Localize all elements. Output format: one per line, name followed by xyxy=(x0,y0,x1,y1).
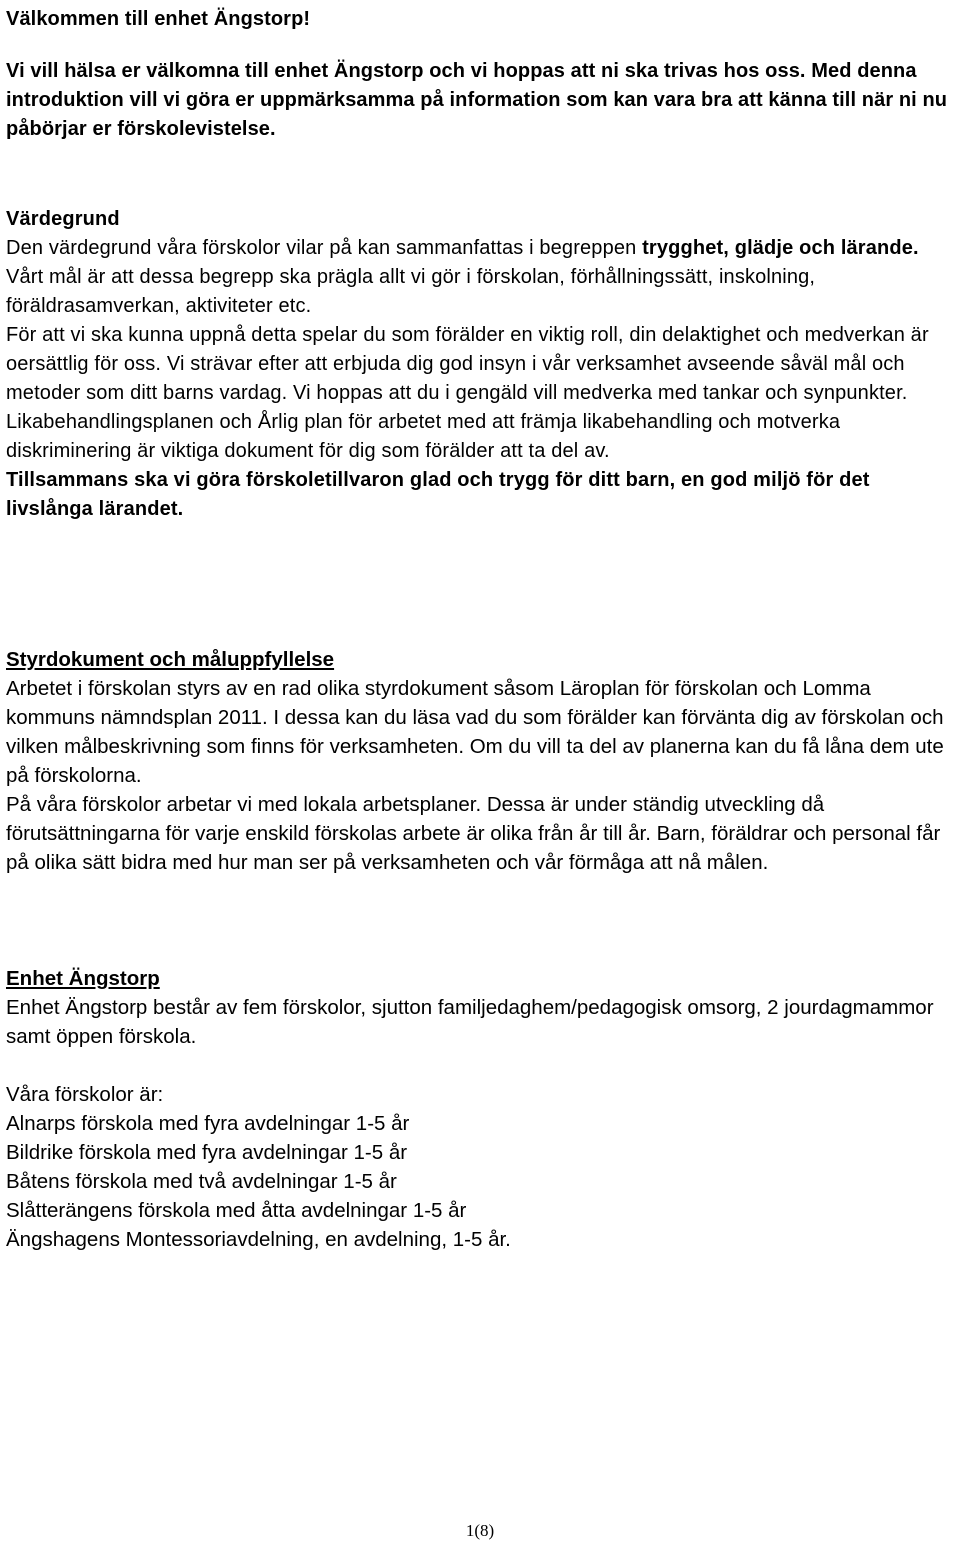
list-item: Alnarps förskola med fyra avdelningar 1-5 år xyxy=(6,1112,410,1135)
list-item: Slåtterängens förskola med åtta avdelningar 1-5 år xyxy=(6,1199,467,1222)
vardegrund-paragraph-3: För att vi ska kunna uppnå detta spelar du som förälder en viktig roll, din delaktighet och medverkan är oersättlig för oss. Vi strävar efter att erbjuda dig god insyn i vår verksamhet avseende såväl mål och metoder som ditt barns vardag. Vi hoppas att du i gengäld vill medverka med tankar och synpunkter. xyxy=(6,324,929,404)
vardegrund-paragraph-1 xyxy=(6,234,956,263)
enhet-heading: Enhet Ängstorp xyxy=(6,967,160,990)
page-number: 1(8) xyxy=(465,1521,495,1540)
welcome-section xyxy=(6,0,956,144)
list-item: Ängshagens Montessoriavdelning, en avdelning, 1-5 år. xyxy=(6,1228,511,1251)
styrdokument-paragraph-1: Arbetet i förskolan styrs av en rad olika styrdokument såsom Läroplan för förskolan och Lomma kommuns nämndsplan 2011. I dessa kan du läsa vad du som förälder kan förvänta dig av förskolan och vilken målbeskrivning som finns för verksamheten. Om du vill ta del av planerna kan du få låna dem ute på förskolorna. xyxy=(6,677,944,787)
schools-list-intro: Våra förskolor är: xyxy=(6,1083,164,1106)
styrdokument-heading: Styrdokument och måluppfyllelse xyxy=(6,648,335,671)
vardegrund-section xyxy=(6,205,956,524)
enhet-paragraph-1: Enhet Ängstorp består av fem förskolor, sjutton familjedaghem/pedagogisk omsorg, 2 jourdagmammor samt öppen förskola. xyxy=(6,996,934,1048)
styrdokument-section xyxy=(6,645,956,877)
styrdokument-paragraph-2: På våra förskolor arbetar vi med lokala arbetsplaner. Dessa är under ständig utveckling då förutsättningarna för varje enskild förskolas arbete är olika från år till år. Barn, föräldrar och personal får på olika sätt bidra med hur man ser på verksamheten och vår förmåga att nå målen. xyxy=(6,793,941,874)
vardegrund-p1-text: Den värdegrund våra förskolor vilar på kan sammanfattas i begreppen xyxy=(6,237,643,259)
vardegrund-heading: Värdegrund xyxy=(6,208,120,230)
vardegrund-paragraph-4: Likabehandlingsplanen och Årlig plan för arbetet med att främja likabehandling och motverka diskriminering är viktiga dokument för dig som förälder att ta del av. xyxy=(6,411,841,462)
vardegrund-p1-bold: trygghet, glädje och lärande. xyxy=(642,237,919,259)
vardegrund-paragraph-5: Tillsammans ska vi göra förskoletillvaron glad och trygg för ditt barn, en god miljö för det livslånga lärandet. xyxy=(6,469,870,520)
enhet-section xyxy=(6,964,956,1254)
list-item: Bildrike förskola med fyra avdelningar 1-5 år xyxy=(6,1141,408,1164)
list-item: Båtens förskola med två avdelningar 1-5 år xyxy=(6,1170,397,1193)
schools-list xyxy=(6,1109,956,1254)
welcome-intro: Vi vill hälsa er välkomna till enhet Ängstorp och vi hoppas att ni ska trivas hos oss. Med denna introduktion vill vi göra er uppmärksamma på information som kan vara bra att känna till när ni nu påbörjar er förskolevistelse. xyxy=(6,60,948,140)
vardegrund-paragraph-2: Vårt mål är att dessa begrepp ska prägla allt vi gör i förskolan, förhållningssätt, inskolning, föräldrasamverkan, aktiviteter etc. xyxy=(6,266,816,317)
welcome-title: Välkommen till enhet Ängstorp! xyxy=(6,8,311,30)
